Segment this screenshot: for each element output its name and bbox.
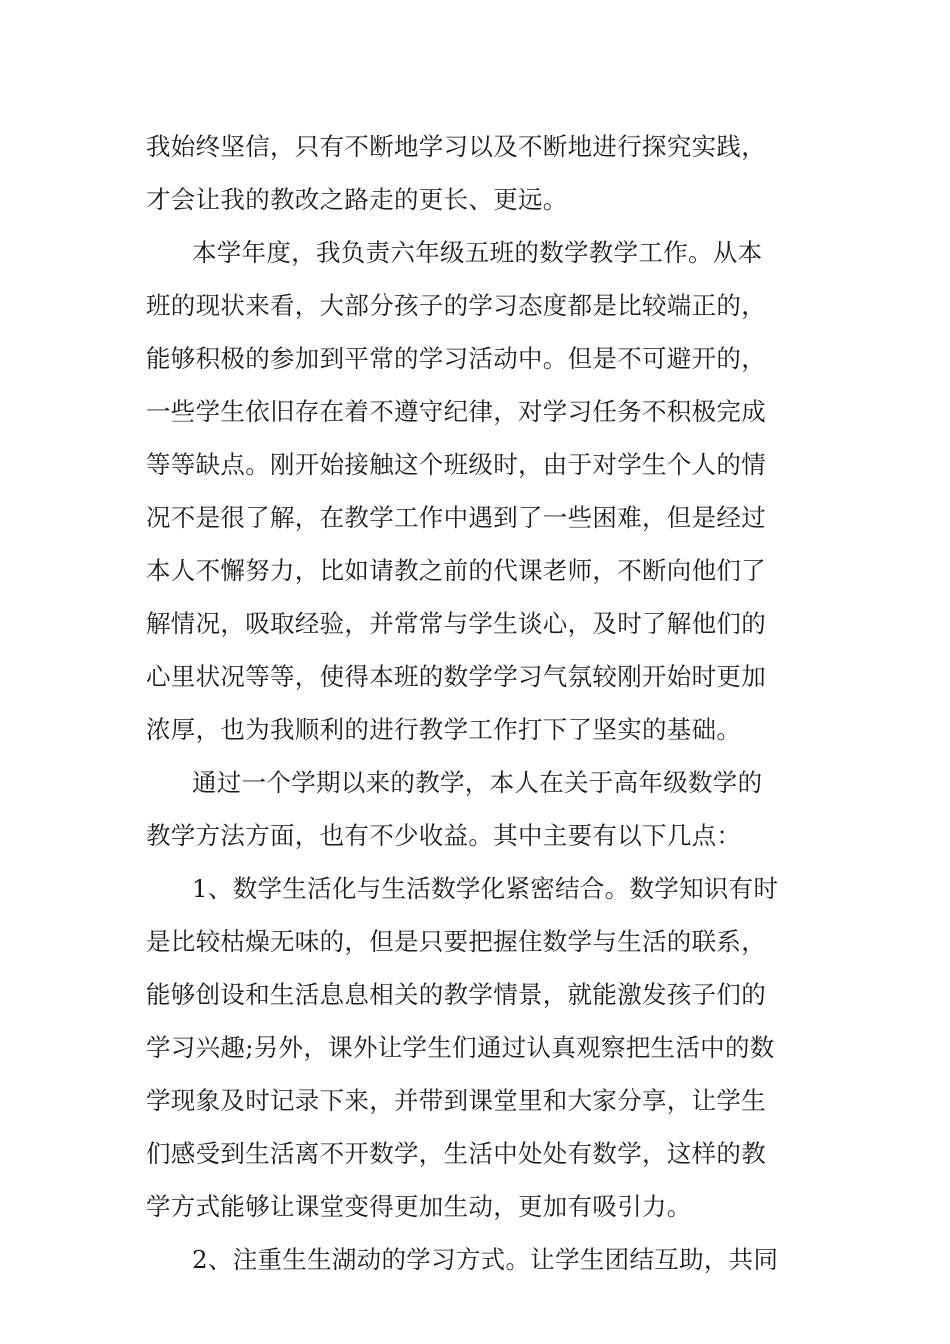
text-line: 学现象及时记录下来，并带到课堂里和大家分享，让学生	[146, 1086, 766, 1115]
text-line: 班的现状来看，大部分孩子的学习态度都是比较端正的，	[146, 291, 766, 320]
text-line: 是比较枯燥无味的，但是只要把握住数学与生活的联系，	[146, 927, 766, 956]
text-line: 况不是很了解，在教学工作中遇到了一些困难，但是经过	[146, 503, 766, 532]
text-line: 能够创设和生活息息相关的教学情景，就能激发孩子们的	[146, 980, 766, 1009]
paragraph-start-line: 通过一个学期以来的教学，本人在关于高年级数学的	[192, 768, 763, 797]
text-line: 一些学生依旧存在着不遵守纪律，对学习任务不积极完成	[146, 397, 766, 426]
text-line: 学方式能够让课堂变得更加生动，更加有吸引力。	[146, 1192, 692, 1221]
text-line: 能够积极的参加到平常的学习活动中。但是不可避开的，	[146, 344, 766, 373]
text-line: 心里状况等等，使得本班的数学学习气氛较刚开始时更加	[146, 662, 766, 691]
text-line: 本人不懈努力，比如请教之前的代课老师，不断向他们了	[146, 556, 766, 585]
text-line: 学习兴趣;另外，课外让学生们通过认真观察把生活中的数	[146, 1033, 775, 1062]
text-line: 解情况，吸取经验，并常常与学生谈心，及时了解他们的	[146, 609, 766, 638]
text-line: 们感受到生活离不开数学，生活中处处有数学，这样的教	[146, 1139, 766, 1168]
text-line: 等等缺点。刚开始接触这个班级时，由于对学生个人的情	[146, 450, 766, 479]
text-line: 才会让我的教改之路走的更长、更远。	[146, 185, 568, 214]
text-line: 浓厚，也为我顺利的进行教学工作打下了坚实的基础。	[146, 715, 742, 744]
paragraph-start-line: 1、数学生活化与生活数学化紧密结合。数学知识有时	[192, 874, 779, 903]
paragraph-start-line: 2、注重生生湖动的学习方式。让学生团结互助，共同	[192, 1245, 779, 1274]
text-line: 我始终坚信，只有不断地学习以及不断地进行探究实践，	[146, 132, 766, 161]
paragraph-start-line: 本学年度，我负责六年级五班的数学教学工作。从本	[192, 238, 763, 267]
text-line: 教学方法方面，也有不少收益。其中主要有以下几点：	[146, 821, 742, 850]
